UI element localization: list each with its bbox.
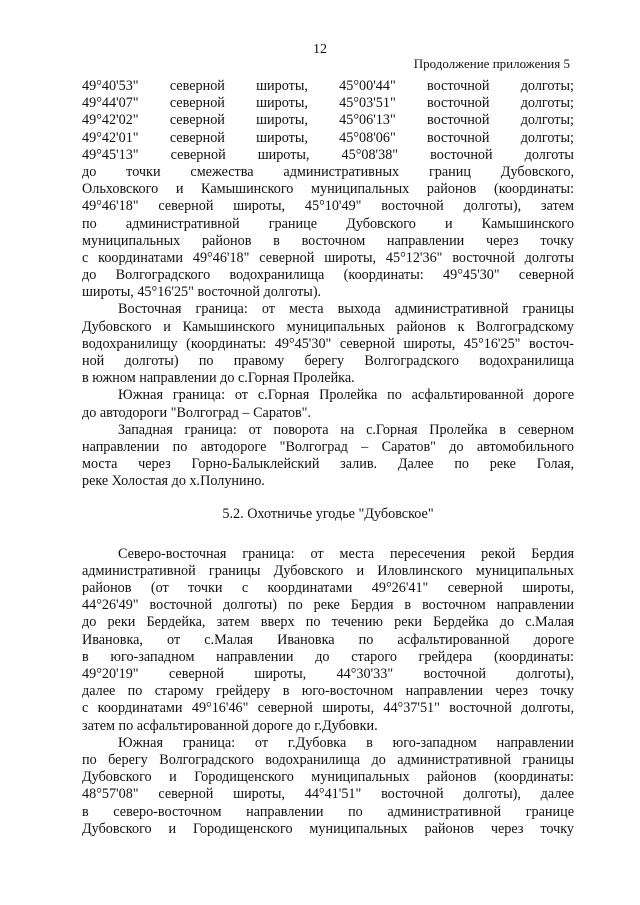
text-line: моста через Горно-Балыклейский залив. Далее по реке Голая, — [82, 456, 574, 473]
latitude: 49°42'01" — [82, 129, 139, 146]
text-line: ной долготы) по правому берегу Волгоградского водохранилища — [82, 353, 574, 369]
coordinate-row — [82, 95, 574, 112]
text-line: муниципальных районов в восточном направлении через точку — [82, 232, 574, 249]
longitude-suffix: долготы — [524, 146, 574, 163]
latitude-suffix: широты, — [257, 146, 310, 163]
text-line: Восточная граница: от места выхода административной границы — [118, 301, 574, 318]
text-line: в южном направлении до с.Горная Пролейка. — [82, 370, 355, 387]
longitude-word: восточной — [426, 112, 490, 129]
text-line: 48°57'08" северной широты, 44°41'51" восточной долготы), далее — [82, 786, 574, 803]
text-line: направлении по автодороге "Волгоград – Саратов" до автомобильного — [82, 438, 574, 455]
text-line: Дубовского и Городищенского муниципальных районов (координаты: — [82, 769, 574, 786]
text-line: до Волгоградского водохранилища (координаты: 49°45'30" северной — [82, 267, 574, 284]
longitude: 45°08'06" — [339, 129, 396, 146]
section-heading: 5.2. Охотничье угодье "Дубовское" — [222, 505, 434, 522]
text-line: в северо-восточном направлении по административной границе — [82, 803, 574, 820]
text-line: Западная граница: от поворота на с.Горная Пролейка в северном — [118, 421, 574, 438]
longitude-word: восточной — [426, 95, 490, 112]
latitude-word: северной — [169, 95, 225, 112]
text-line: Северо-восточная граница: от места пересечения рекой Бердия — [118, 545, 574, 562]
longitude: 45°08'38" — [341, 146, 399, 163]
text-line: до реки Бердейка, затем вверх по течению реки Бердейка до с.Малая — [82, 614, 574, 631]
paragraph-east-border — [82, 301, 574, 387]
text-line: широты, 45°16'25" восточной долготы). — [82, 284, 322, 301]
latitude-word: северной — [170, 146, 226, 163]
paragraph-northeast-border — [82, 546, 574, 735]
continuation-note: Продолжение приложения 5 — [413, 56, 570, 71]
text-line: далее по старому грейдеру в юго-восточном направлении через точку — [82, 683, 574, 700]
longitude-word: восточной — [430, 146, 493, 163]
document-body — [82, 78, 574, 838]
text-line: административной границы Дубовского и Иловлинского муниципальных — [82, 562, 574, 579]
text-line: Дубовского и Городищенского муниципальных районов через точку — [82, 820, 574, 837]
coordinate-row — [82, 130, 574, 147]
paragraph-south-border — [82, 387, 574, 421]
text-line: 49°46'18" северной широты, 45°10'49" восточной долготы), затем — [82, 198, 574, 215]
text-line: до точки смежества административных границ Дубовского, — [82, 163, 574, 180]
latitude: 49°45'13" — [82, 146, 139, 163]
text-line: водохранилищу (координаты: 49°45'30" северной широты, 45°16'25" восточ- — [82, 335, 574, 352]
longitude: 45°03'51" — [339, 95, 396, 112]
text-line: до автодороги "Волгоград – Саратов". — [82, 404, 312, 421]
text-line: Дубовского и Камышинского муниципальных районов к Волгоградскому — [82, 318, 574, 335]
latitude-suffix: широты, — [256, 129, 308, 146]
text-line: по административной границе Дубовского и Камышинского — [82, 215, 574, 232]
page-number: 12 — [313, 42, 327, 57]
text-line: в юго-западном направлении до старого грейдера (координаты: — [82, 648, 574, 665]
text-line: с координатами 49°46'18" северной широты, 45°12'36" восточной долготы — [82, 249, 574, 266]
longitude-suffix: долготы; — [520, 112, 574, 129]
paragraph-west-border — [82, 422, 574, 491]
coordinate-row — [82, 78, 574, 95]
latitude-suffix: широты, — [256, 95, 308, 112]
latitude-suffix: широты, — [256, 112, 308, 129]
longitude-suffix: долготы; — [520, 129, 574, 146]
text-line: реке Холостая до х.Полунино. — [82, 473, 265, 490]
coordinate-list — [82, 78, 574, 164]
longitude-suffix: долготы; — [520, 95, 574, 112]
paragraph-south-border-2 — [82, 735, 574, 838]
text-line: с координатами 49°16'46" северной широты, 44°37'51" восточной долготы, — [82, 700, 574, 717]
longitude-word: восточной — [426, 78, 490, 94]
longitude: 45°06'13" — [339, 112, 396, 129]
latitude-suffix: широты, — [256, 78, 308, 94]
longitude-word: восточной — [426, 129, 490, 146]
longitude-suffix: долготы; — [520, 78, 574, 94]
longitude: 45°00'44" — [339, 78, 396, 94]
text-line: 49°20'19" северной широты, 44°30'33" восточной долготы), — [82, 666, 574, 682]
text-line: затем по асфальтированной дороге до г.Дубовки. — [82, 717, 378, 734]
text-line: Южная граница: от г.Дубовка в юго-западном направлении — [118, 734, 574, 751]
coordinate-row — [82, 147, 574, 164]
latitude: 49°44'07" — [82, 95, 139, 112]
text-line: районов (от точки с координатами 49°26'41" северной широты, — [82, 580, 574, 597]
latitude: 49°40'53" — [82, 78, 139, 94]
text-line: Ивановка, от с.Малая Ивановка по асфальтированной дороге — [82, 631, 574, 648]
latitude-word: северной — [169, 129, 225, 146]
text-line: по берегу Волгоградского водохранилища до административной границы — [82, 751, 574, 768]
latitude: 49°42'02" — [82, 112, 139, 129]
latitude-word: северной — [169, 78, 225, 94]
latitude-word: северной — [169, 112, 225, 129]
text-line: Ольховского и Камышинского муниципальных районов (координаты: — [82, 181, 574, 198]
paragraph-north-border-continuation — [82, 164, 574, 302]
coordinate-row — [82, 112, 574, 129]
text-line: 44°26'49" восточной долготы) по реке Бердия в восточном направлении — [82, 597, 574, 614]
text-line: Южная граница: от с.Горная Пролейка по асфальтированной дороге — [118, 387, 574, 404]
